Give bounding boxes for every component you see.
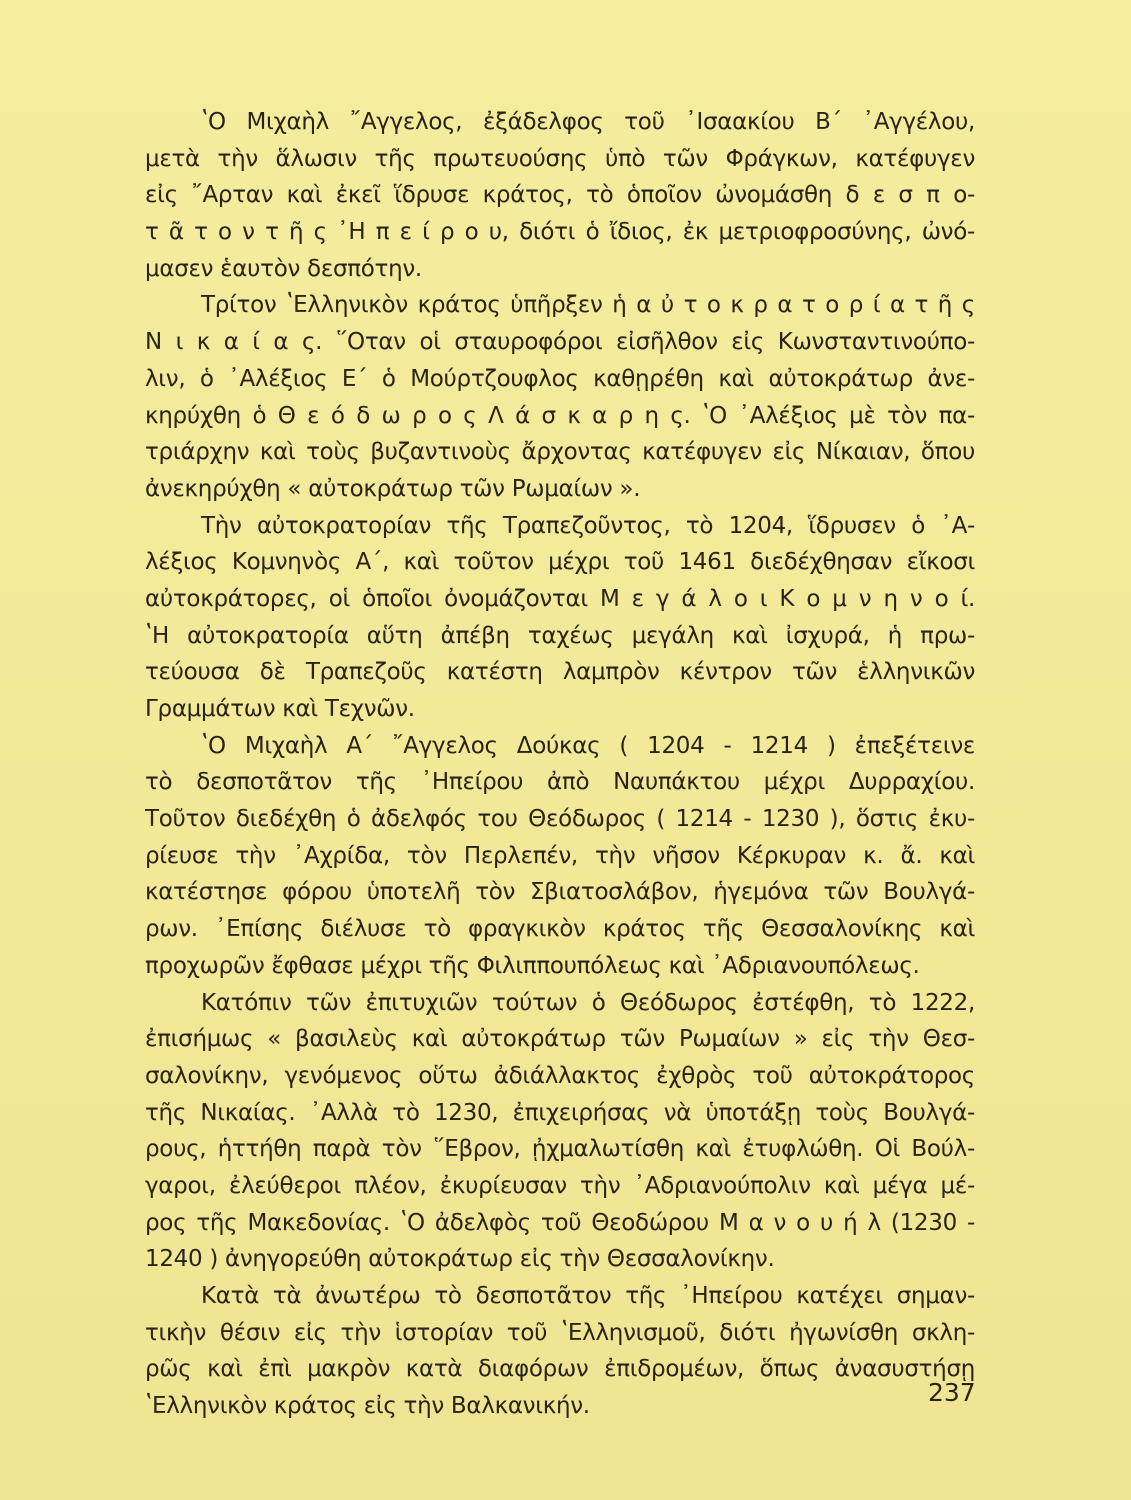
text-line: ρίευσε τὴν ᾿Αχρίδα, τὸν Περλεπέν, τὴν νῆσον Κέρκυραν κ. ἄ. καὶ	[145, 842, 975, 869]
text-line: Ν ι κ α ί α ς. ῞Οταν οἱ σταυροφόροι εἰσῆλθον εἰς Κωνσταντινούπο-	[145, 329, 975, 356]
text-line: Γραμμάτων καὶ Τεχνῶν.	[145, 696, 415, 722]
text-line: ρῶς καὶ ἐπὶ μακρὸν κατὰ διαφόρων ἐπιδρομέων, ὅπως ἀνασυστήσῃ	[145, 1356, 975, 1383]
text-line: ἀνεκηρύχθη « αὐτοκράτωρ τῶν Ρωμαίων ».	[145, 475, 641, 502]
text-line: ʽΗ αὐτοκρατορία αὕτη ἀπέβη ταχέως μεγάλη καὶ ἰσχυρά, ἡ πρω-	[145, 622, 975, 649]
text-line: λέξιος Κομνηνὸς Α΄, καὶ τοῦτον μέχρι τοῦ 1461 διεδέχθησαν εἴκοσι	[145, 549, 975, 576]
paragraph	[145, 1278, 975, 1425]
text-line: Τοῦτον διεδέχθη ὁ ἀδελφός του Θεόδωρος ( 1214 - 1230 ), ὅστις ἐκυ-	[145, 806, 975, 833]
text-line: σαλονίκην, γενόμενος οὕτω ἀδιάλλακτος ἐχθρὸς τοῦ αὐτοκράτορος	[145, 1062, 975, 1089]
paragraph	[145, 985, 975, 1279]
text-line: μασεν ἑαυτὸν δεσπότην.	[145, 255, 422, 282]
paragraph	[145, 104, 975, 287]
text-line: λιν, ὁ ᾿Αλέξιος Ε΄ ὁ Μούρτζουφλος καθῃρέθη καὶ αὐτοκράτωρ ἀνε-	[145, 365, 975, 392]
text-line: ρων. ᾿Επίσης διέλυσε τὸ φραγκικὸν κράτος τῆς Θεσσαλονίκης καὶ	[145, 916, 975, 943]
text-line: κηρύχθη ὁ Θ ε ό δ ω ρ ο ς Λ ά σ κ α ρ η ς. ʽΟ ᾿Αλέξιος μὲ τὸν πα-	[145, 402, 975, 429]
text-line: μετὰ τὴν ἅλωσιν τῆς πρωτευούσης ὑπὸ τῶν Φράγκων, κατέφυγεν	[145, 145, 975, 172]
paragraph	[145, 728, 975, 985]
text-line: 1240 ) ἀνηγορεύθη αὐτοκράτωρ εἰς τὴν Θεσσαλονίκην.	[145, 1246, 775, 1273]
text-line: τῆς Νικαίας. ᾿Αλλὰ τὸ 1230, ἐπιχειρήσας νὰ ὑποτάξῃ τοὺς Βουλγά-	[145, 1099, 975, 1126]
text-line: ρος τῆς Μακεδονίας. ʽΟ ἀδελφὸς τοῦ Θεοδώρου Μ α ν ο υ ή λ (1230 -	[145, 1209, 975, 1236]
text-line: τριάρχην καὶ τοὺς βυζαντινοὺς ἄρχοντας κατέφυγεν εἰς Νίκαιαν, ὅπου	[145, 439, 975, 466]
text-line: γαροι, ἐλεύθεροι πλέον, ἐκυρίευσαν τὴν ᾿Αδριανούπολιν καὶ μέγα μέ-	[145, 1172, 975, 1199]
text-line: ʽΟ Μιχαὴλ Α΄ ῎Αγγελος Δούκας ( 1204 - 1214 ) ἐπεξέτεινε	[201, 732, 975, 759]
page-number: 237	[928, 1378, 976, 1407]
paragraph	[145, 508, 975, 728]
text-line: ρους, ἡττήθη παρὰ τὸν ῞Εβρον, ᾐχμαλωτίσθη καὶ ἐτυφλώθη. Οἱ Βούλ-	[145, 1136, 975, 1163]
text-line: ʽΟ Μιχαὴλ ῎Αγγελος, ἐξάδελφος τοῦ ᾿Ισαακίου Β΄ ᾿Αγγέλου,	[201, 109, 975, 135]
text-line: Τρίτον ʽΕλληνικὸν κράτος ὑπῆρξεν ἡ α ὐ τ ο κ ρ α τ ο ρ ί α τ ῆ ς	[201, 292, 975, 319]
text-line: Τὴν αὐτοκρατορίαν τῆς Τραπεζοῦντος, τὸ 1204, ἵδρυσεν ὁ ᾿Α-	[201, 512, 975, 539]
text-line: Κατὰ τὰ ἀνωτέρω τὸ δεσποτᾶτον τῆς ᾿Ηπείρου κατέχει σημαν-	[201, 1283, 975, 1309]
paragraph	[145, 287, 975, 507]
text-line: Κατόπιν τῶν ἐπιτυχιῶν τούτων ὁ Θεόδωρος ἐστέφθη, τὸ 1222,	[201, 989, 975, 1016]
text-line: τ ᾶ τ ο ν τ ῆ ς ᾿Η π ε ί ρ ο υ, διότι ὁ ἴδιος, ἐκ μετριοφροσύνης, ὠνό-	[145, 219, 975, 246]
text-line: τικὴν θέσιν εἰς τὴν ἱστορίαν τοῦ ʽΕλληνισμοῦ, διότι ἠγωνίσθη σκλη-	[145, 1319, 975, 1346]
text-line: προχωρῶν ἔφθασε μέχρι τῆς Φιλιππουπόλεως καὶ ᾿Αδριανουπόλεως.	[145, 952, 920, 979]
text-line: ʽΕλληνικὸν κράτος εἰς τὴν Βαλκανικήν.	[145, 1393, 590, 1420]
text-line: αὐτοκράτορες, οἱ ὁποῖοι ὀνομάζονται Μ ε γ ά λ ο ι Κ ο μ ν η ν ο ί.	[145, 585, 975, 612]
text-line: κατέστησε φόρου ὑποτελῆ τὸν Σβιατοσλάβον, ἡγεμόνα τῶν Βουλγά-	[145, 879, 975, 906]
text-line: τεύουσα δὲ Τραπεζοῦς κατέστη λαμπρὸν κέντρον τῶν ἑλληνικῶν	[145, 659, 975, 686]
text-line: εἰς ῎Αρταν καὶ ἐκεῖ ἵδρυσε κράτος, τὸ ὁποῖον ὠνομάσθη δ ε σ π ο-	[145, 182, 975, 209]
body-text	[145, 104, 975, 1425]
text-line: ἐπισήμως « βασιλεὺς καὶ αὐτοκράτωρ τῶν Ρωμαίων » εἰς τὴν Θεσ-	[145, 1026, 975, 1053]
text-line: τὸ δεσποτᾶτον τῆς ᾿Ηπείρου ἀπὸ Ναυπάκτου μέχρι Δυρραχίου.	[145, 769, 975, 796]
